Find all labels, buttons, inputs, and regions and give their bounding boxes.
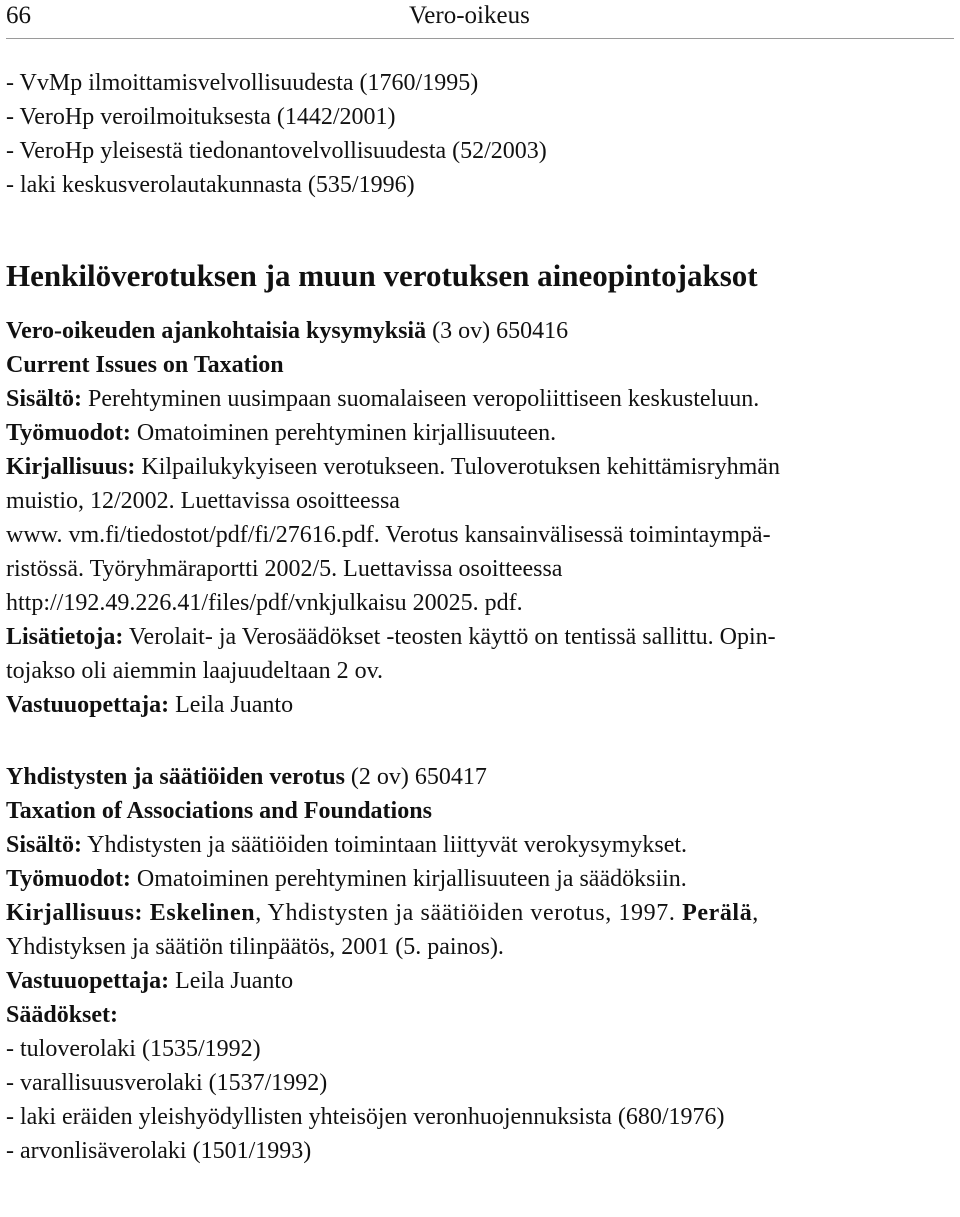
methods-label: Työmuodot: [6,866,131,892]
section-title: Henkilöverotuksen ja muun verotuksen aineopintojaksot [6,258,758,293]
course-heading [6,760,954,794]
course-teacher [6,964,954,998]
course-content [6,382,954,416]
course-block-650417 [6,760,954,1168]
law-item: - VeroHp yleisestä tiedonantovelvollisuudesta (52/2003) [6,138,547,164]
course-english-title: Current Issues on Taxation [6,352,284,378]
literature-author: Perälä [682,900,753,926]
law-item: - laki keskusverolautakunnasta (535/1996) [6,172,415,198]
course-name: Vero-oikeuden ajankohtaisia kysymyksiä [6,318,427,344]
page-number: 66 [6,2,31,29]
content-label: Sisältö: [6,386,83,412]
content-text: Yhdistysten ja säätiöiden toimintaan liittyvät verokysymykset. [82,832,688,858]
teacher-label: Vastuuopettaja: [6,968,170,994]
course-english-title: Taxation of Associations and Foundations [6,798,432,824]
literature-author: Eskelinen [149,900,256,926]
teacher-name: Leila Juanto [169,968,294,994]
course-credits-code: (2 ov) 650417 [344,764,487,790]
methods-label: Työmuodot: [6,420,131,446]
course-content [6,828,954,862]
course-block-650416 [6,314,954,722]
literature-text: Yhdistyksen ja säätiön tilinpäätös, 2001 (5. painos). [6,934,504,960]
literature-text: Kilpailukykyiseen verotukseen. Tuloverotuksen kehittämisryhmän [135,454,780,480]
content-label: Sisältö: [6,832,83,858]
content-text: Perehtyminen uusimpaan suomalaiseen veropoliittiseen keskusteluun. [82,386,760,412]
course-heading [6,314,954,348]
document-page [6,0,954,1168]
literature-text: , Yhdistysten ja säätiöiden verotus, 1997. [255,900,683,926]
methods-text: Omatoiminen perehtyminen kirjallisuuteen. [130,420,557,446]
teacher-label: Vastuuopettaja: [6,692,170,718]
course-methods [6,862,954,896]
course-teacher [6,688,954,722]
methods-text: Omatoiminen perehtyminen kirjallisuuteen ja säädöksiin. [130,866,687,892]
literature-text: muistio, 12/2002. Luettavissa osoitteessa [6,488,400,514]
literature-text: http://192.49.226.41/files/pdf/vnkjulkaisu 20025. pdf. [6,590,523,616]
info-text: tojakso oli aiemmin laajuudeltaan 2 ov. [6,658,384,684]
course-literature [6,896,954,930]
literature-text: www. vm.fi/tiedostot/pdf/fi/27616.pdf. Verotus kansainvälisessä toimintaympä- [6,522,771,548]
info-text: Verolait- ja Verosäädökset -teosten käyttö on tentissä sallittu. Opin- [123,624,776,650]
course-methods [6,416,954,450]
law-list-top [6,66,954,202]
statute-item: - arvonlisäverolaki (1501/1993) [6,1138,312,1164]
literature-label: Kirjallisuus: [6,900,144,926]
header-rule [6,38,954,39]
teacher-name: Leila Juanto [169,692,294,718]
statute-item: - varallisuusverolaki (1537/1992) [6,1070,328,1096]
spacer [6,722,954,760]
statutes-label: Säädökset: [6,1002,119,1028]
course-info [6,620,954,654]
page-header [6,0,954,44]
literature-punct: , [752,900,759,926]
statute-item: - tuloverolaki (1535/1992) [6,1036,261,1062]
literature-text: ristössä. Työryhmäraportti 2002/5. Luettavissa osoitteessa [6,556,563,582]
law-item: - VeroHp veroilmoituksesta (1442/2001) [6,104,396,130]
literature-label: Kirjallisuus: [6,454,136,480]
course-literature [6,450,954,484]
course-name: Yhdistysten ja säätiöiden verotus [6,764,345,790]
statute-item: - laki eräiden yleishyödyllisten yhteisöjen veronhuojennuksista (680/1976) [6,1104,725,1130]
law-item: - VvMp ilmoittamisvelvollisuudesta (1760/1995) [6,70,479,96]
running-head: Vero-oikeus [409,2,530,29]
info-label: Lisätietoja: [6,624,124,650]
course-credits-code: (3 ov) 650416 [426,318,569,344]
